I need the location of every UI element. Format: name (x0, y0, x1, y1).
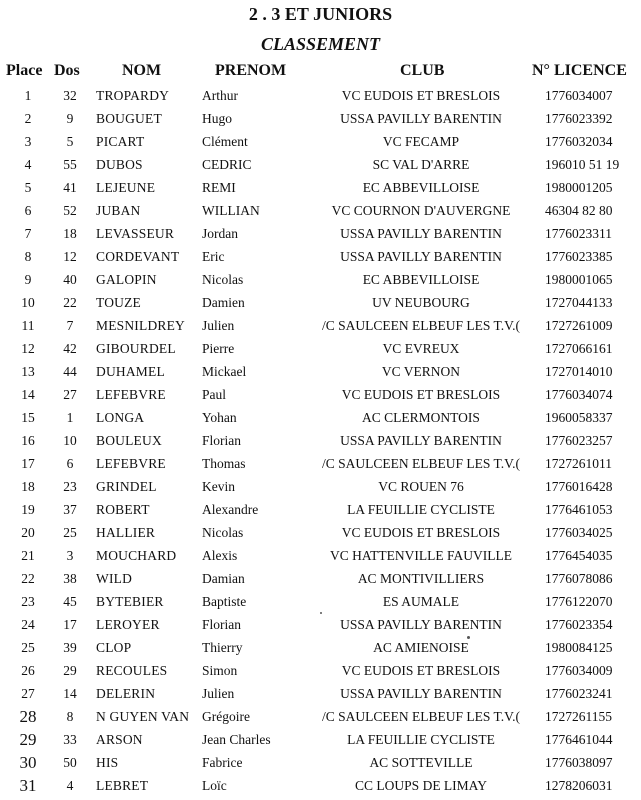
cell-dos: 45 (63, 594, 77, 609)
cell-club: USSA PAVILLY BARENTIN (340, 111, 502, 126)
cell-place: 28 (19, 707, 37, 726)
cell-prenom: Hugo (202, 111, 232, 126)
cell-prenom: WILLIAN (202, 203, 260, 218)
cell-prenom: Florian (202, 433, 241, 448)
cell-nom: BOULEUX (96, 433, 162, 448)
cell-nom: DUHAMEL (96, 364, 165, 379)
table-row (0, 245, 641, 268)
cell-nom: BOUGUET (96, 111, 162, 126)
cell-licence: 1776078086 (545, 571, 613, 586)
cell-dos: 17 (63, 617, 77, 632)
cell-place: 2 (24, 111, 32, 126)
table-row (0, 751, 641, 774)
cell-dos: 22 (63, 295, 77, 310)
cell-nom: CORDEVANT (96, 249, 180, 264)
cell-licence: 1776034025 (545, 525, 613, 540)
cell-nom: TROPARDY (96, 88, 170, 103)
cell-nom: N GUYEN VAN (96, 709, 190, 724)
cell-licence: 1776032034 (545, 134, 613, 149)
cell-club: VC EUDOIS ET BRESLOIS (341, 525, 501, 540)
table-row (0, 475, 641, 498)
cell-dos: 10 (63, 433, 77, 448)
cell-club: AC CLERMONTOIS (362, 410, 480, 425)
cell-place: 22 (21, 571, 35, 586)
cell-dos: 6 (66, 456, 74, 471)
cell-club: VC VERNON (381, 364, 461, 379)
cell-nom: MOUCHARD (96, 548, 177, 563)
cell-licence: 1776122070 (545, 594, 613, 609)
cell-licence: 1776034009 (545, 663, 613, 678)
cell-nom: TOUZE (96, 295, 141, 310)
cell-dos: 42 (63, 341, 77, 356)
cell-licence: 1278206031 (545, 778, 613, 793)
cell-place: 11 (21, 318, 35, 333)
table-row (0, 268, 641, 291)
cell-prenom: REMI (202, 180, 236, 195)
table-row (0, 521, 641, 544)
cell-dos: 39 (63, 640, 77, 655)
cell-dos: 52 (63, 203, 77, 218)
cell-club: ES AUMALE (382, 594, 460, 609)
cell-place: 12 (21, 341, 35, 356)
table-row (0, 199, 641, 222)
cell-place: 18 (21, 479, 35, 494)
cell-place: 30 (19, 753, 37, 772)
cell-dos: 25 (63, 525, 77, 540)
cell-prenom: Nicolas (202, 272, 244, 287)
table-row (0, 682, 641, 705)
cell-dos: 1 (66, 410, 74, 425)
cell-prenom: Alexis (202, 548, 238, 563)
cell-nom: RECOULES (96, 663, 168, 678)
cell-place: 31 (19, 776, 37, 795)
cell-club: EC ABBEVILLOISE (362, 180, 480, 195)
cell-dos: 12 (63, 249, 77, 264)
cell-nom: CLOP (96, 640, 132, 655)
cell-place: 16 (21, 433, 35, 448)
cell-licence: 1776034007 (545, 88, 613, 103)
cell-place: 5 (24, 180, 32, 195)
cell-licence: 1776023311 (545, 226, 612, 241)
cell-nom: LEROYER (96, 617, 160, 632)
cell-prenom: Paul (202, 387, 227, 402)
cell-licence: 1776023392 (545, 111, 613, 126)
cell-nom: MESNILDREY (96, 318, 185, 333)
cell-club: VC EUDOIS ET BRESLOIS (341, 387, 501, 402)
cell-prenom: Eric (202, 249, 225, 264)
cell-licence: 1776023241 (545, 686, 613, 701)
cell-prenom: Baptiste (202, 594, 247, 609)
cell-dos: 3 (66, 548, 74, 563)
table-row (0, 567, 641, 590)
cell-prenom: Yohan (202, 410, 237, 425)
cell-club: LA FEUILLIE CYCLISTE (347, 502, 495, 517)
cell-dos: 7 (66, 318, 74, 333)
cell-place: 20 (21, 525, 35, 540)
cell-prenom: Julien (202, 318, 235, 333)
table-row (0, 360, 641, 383)
cell-licence: 1776016428 (545, 479, 613, 494)
cell-prenom: Alexandre (202, 502, 259, 517)
cell-licence: 46304 82 80 (545, 203, 613, 218)
cell-nom: GIBOURDEL (96, 341, 176, 356)
document-title: 2 . 3 ET JUNIORS (248, 4, 393, 24)
table-row (0, 314, 641, 337)
cell-licence: 1776461053 (545, 502, 613, 517)
cell-club: VC EUDOIS ET BRESLOIS (341, 663, 501, 678)
column-header-nom: NOM (122, 62, 162, 79)
cell-club: SC VAL D'ARRE (372, 157, 470, 172)
cell-club: VC ROUEN 76 (378, 479, 464, 494)
cell-nom: LEBRET (96, 778, 149, 793)
table-row (0, 498, 641, 521)
cell-dos: 8 (66, 709, 74, 724)
document-subtitle: CLASSEMENT (260, 34, 381, 54)
cell-place: 15 (21, 410, 35, 425)
cell-club: /C SAULCEEN ELBEUF LES T.V.( (321, 709, 520, 724)
table-row (0, 337, 641, 360)
table-row (0, 774, 641, 797)
cell-licence: 1776023257 (545, 433, 613, 448)
cell-nom: LEFEBVRE (96, 456, 166, 471)
cell-licence: 1727261011 (545, 456, 612, 471)
column-header-dos: Dos (54, 62, 80, 79)
cell-nom: LEFEBVRE (96, 387, 166, 402)
cell-dos: 41 (63, 180, 77, 195)
cell-prenom: Arthur (202, 88, 238, 103)
cell-place: 4 (24, 157, 32, 172)
cell-nom: WILD (96, 571, 133, 586)
cell-dos: 50 (63, 755, 77, 770)
table-row (0, 613, 641, 636)
cell-nom: GRINDEL (96, 479, 157, 494)
cell-club: AC AMIENOISE (373, 640, 469, 655)
cell-nom: LEVASSEUR (96, 226, 175, 241)
cell-prenom: Mickael (202, 364, 247, 379)
cell-prenom: Clément (202, 134, 248, 149)
cell-nom: ARSON (96, 732, 143, 747)
table-row (0, 130, 641, 153)
table-row (0, 705, 641, 728)
cell-licence: 1980001065 (545, 272, 613, 287)
cell-place: 27 (21, 686, 35, 701)
cell-club: VC FECAMP (382, 134, 460, 149)
table-row (0, 659, 641, 682)
cell-nom: LONGA (96, 410, 145, 425)
cell-nom: PICART (96, 134, 145, 149)
cell-prenom: Loïc (202, 778, 227, 793)
table-row (0, 429, 641, 452)
cell-dos: 9 (66, 111, 74, 126)
cell-place: 13 (21, 364, 35, 379)
cell-club: CC LOUPS DE LIMAY (355, 778, 487, 793)
cell-club: UV NEUBOURG (372, 295, 470, 310)
cell-dos: 33 (63, 732, 77, 747)
cell-prenom: Pierre (202, 341, 235, 356)
column-header-licence: N° LICENCE (532, 62, 627, 79)
cell-place: 17 (21, 456, 35, 471)
cell-licence: 1776038097 (545, 755, 613, 770)
cell-dos: 44 (63, 364, 77, 379)
cell-club: LA FEUILLIE CYCLISTE (347, 732, 495, 747)
column-header-prenom: PRENOM (215, 62, 287, 79)
table-row (0, 452, 641, 475)
cell-licence: 1776034074 (545, 387, 613, 402)
cell-prenom: Kevin (202, 479, 235, 494)
cell-place: 26 (21, 663, 35, 678)
cell-licence: 1776461044 (545, 732, 613, 747)
cell-club: VC HATTENVILLE FAUVILLE (330, 548, 512, 563)
cell-nom: JUBAN (96, 203, 141, 218)
cell-prenom: Thierry (202, 640, 243, 655)
table-row (0, 291, 641, 314)
cell-nom: HIS (96, 755, 119, 770)
cell-club: USSA PAVILLY BARENTIN (340, 433, 502, 448)
cell-dos: 38 (63, 571, 77, 586)
scan-speck (467, 636, 470, 639)
cell-club: VC COURNON D'AUVERGNE (331, 203, 511, 218)
cell-nom: ROBERT (96, 502, 150, 517)
cell-club: USSA PAVILLY BARENTIN (340, 249, 502, 264)
cell-prenom: Thomas (202, 456, 246, 471)
cell-club: USSA PAVILLY BARENTIN (340, 617, 502, 632)
cell-club: AC SOTTEVILLE (369, 755, 473, 770)
cell-prenom: Nicolas (202, 525, 244, 540)
table-row (0, 383, 641, 406)
table-row (0, 728, 641, 751)
table-row (0, 107, 641, 130)
cell-place: 23 (21, 594, 35, 609)
cell-licence: 1776023385 (545, 249, 613, 264)
cell-dos: 4 (66, 778, 74, 793)
cell-nom: BYTEBIER (96, 594, 164, 609)
cell-club: USSA PAVILLY BARENTIN (340, 226, 502, 241)
table-row (0, 544, 641, 567)
cell-dos: 18 (63, 226, 77, 241)
cell-club: /C SAULCEEN ELBEUF LES T.V.( (321, 456, 520, 471)
cell-place: 1 (24, 88, 32, 103)
cell-place: 10 (21, 295, 35, 310)
table-row (0, 590, 641, 613)
cell-nom: LEJEUNE (96, 180, 156, 195)
cell-prenom: CEDRIC (202, 157, 252, 172)
table-row (0, 176, 641, 199)
cell-nom: DELERIN (96, 686, 156, 701)
cell-dos: 29 (63, 663, 77, 678)
cell-prenom: Damian (202, 571, 245, 586)
cell-dos: 23 (63, 479, 77, 494)
cell-club: VC EUDOIS ET BRESLOIS (341, 88, 501, 103)
cell-nom: DUBOS (96, 157, 143, 172)
column-header-place: Place (6, 62, 43, 79)
cell-licence: 1776023354 (545, 617, 613, 632)
cell-licence: 1727261155 (545, 709, 612, 724)
cell-place: 29 (19, 730, 37, 749)
table-row (0, 636, 641, 659)
cell-licence: 1980084125 (545, 640, 613, 655)
cell-prenom: Jean Charles (202, 732, 271, 747)
cell-club: EC ABBEVILLOISE (362, 272, 480, 287)
cell-place: 24 (21, 617, 35, 632)
column-header-club: CLUB (400, 62, 445, 79)
cell-licence: 1727044133 (545, 295, 613, 310)
cell-dos: 14 (63, 686, 77, 701)
cell-place: 6 (24, 203, 32, 218)
cell-prenom: Florian (202, 617, 241, 632)
cell-club: VC EVREUX (382, 341, 460, 356)
cell-place: 14 (21, 387, 35, 402)
cell-dos: 55 (63, 157, 77, 172)
cell-licence: 1960058337 (545, 410, 613, 425)
cell-licence: 1727066161 (545, 341, 613, 356)
cell-prenom: Grégoire (202, 709, 250, 724)
cell-licence: 1727261009 (545, 318, 613, 333)
cell-club: USSA PAVILLY BARENTIN (340, 686, 502, 701)
cell-dos: 37 (63, 502, 77, 517)
cell-club: /C SAULCEEN ELBEUF LES T.V.( (321, 318, 520, 333)
cell-licence: 1727014010 (545, 364, 613, 379)
cell-place: 19 (21, 502, 35, 517)
cell-place: 21 (21, 548, 35, 563)
cell-dos: 5 (66, 134, 74, 149)
table-row (0, 406, 641, 429)
cell-place: 8 (24, 249, 32, 264)
cell-prenom: Jordan (202, 226, 238, 241)
cell-prenom: Julien (202, 686, 235, 701)
cell-club: AC MONTIVILLIERS (357, 571, 485, 586)
table-row (0, 153, 641, 176)
table-row (0, 84, 641, 107)
cell-place: 9 (24, 272, 32, 287)
cell-dos: 27 (63, 387, 77, 402)
cell-dos: 40 (63, 272, 77, 287)
cell-prenom: Damien (202, 295, 245, 310)
cell-place: 3 (24, 134, 32, 149)
scan-speck (320, 612, 322, 614)
cell-dos: 32 (63, 88, 77, 103)
cell-prenom: Simon (202, 663, 238, 678)
cell-licence: 1980001205 (545, 180, 613, 195)
cell-place: 25 (21, 640, 35, 655)
cell-place: 7 (24, 226, 32, 241)
cell-licence: 196010 51 19 (545, 157, 620, 172)
cell-licence: 1776454035 (545, 548, 613, 563)
cell-prenom: Fabrice (202, 755, 243, 770)
cell-nom: HALLIER (96, 525, 156, 540)
cell-nom: GALOPIN (96, 272, 157, 287)
table-row (0, 222, 641, 245)
